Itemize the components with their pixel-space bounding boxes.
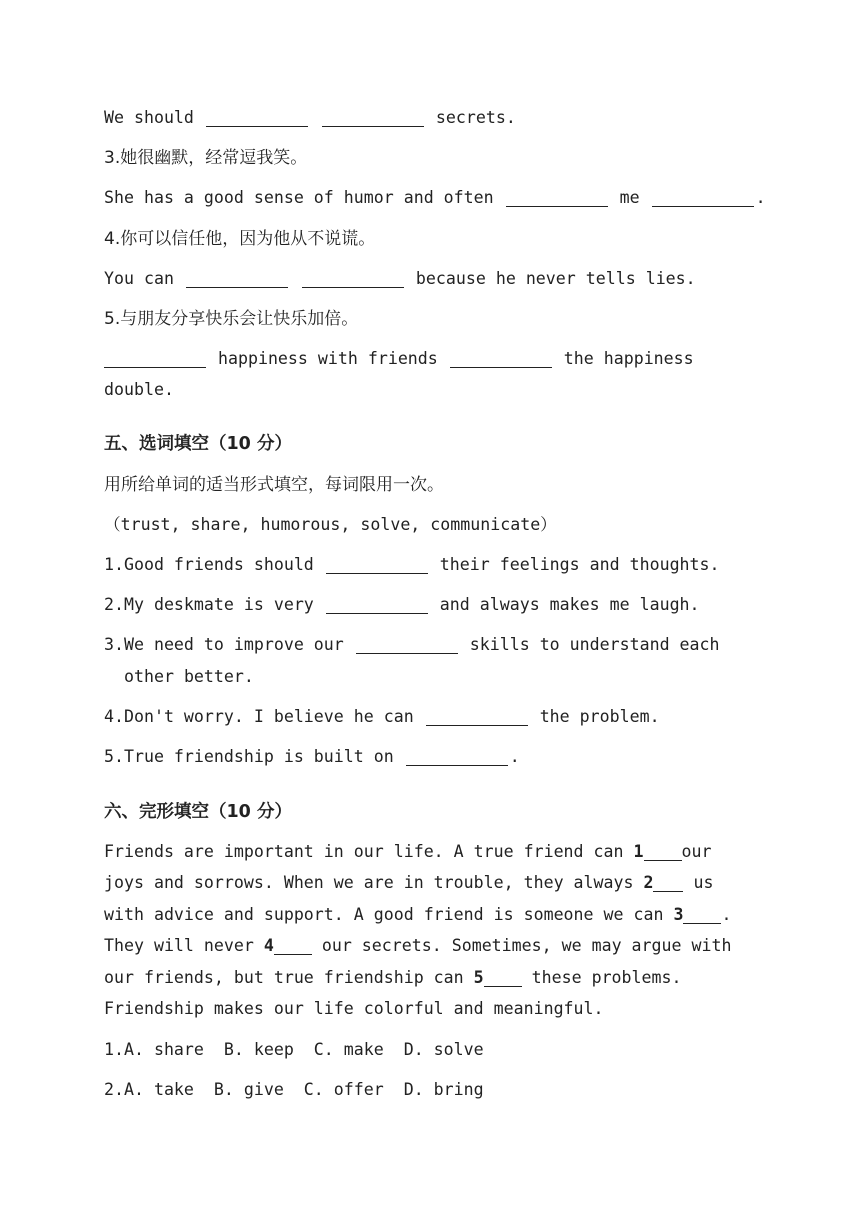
part5-instruction: 用所给单词的适当形式填空，每词限用一次。 [104, 475, 444, 495]
blank-number: 5 [473, 968, 484, 987]
answer-blank[interactable] [644, 842, 682, 861]
part5-item-4 [104, 705, 660, 729]
text: 4.Don't worry. I believe he can [104, 707, 424, 726]
part4-q4-english [104, 267, 696, 291]
part5-item-5 [104, 745, 520, 769]
text: because he never tells lies. [405, 269, 696, 288]
text: their feelings and thoughts. [429, 555, 720, 574]
text: . [755, 188, 766, 207]
section-heading-part5: 五、选词填空（10 分） [104, 434, 292, 454]
options-q2: 2.A. take B. give C. offer D. bring [104, 1080, 484, 1099]
text: with advice and support. A good friend is someone we can [104, 905, 674, 924]
answer-blank[interactable] [326, 595, 428, 614]
part5-item-3 [104, 633, 720, 657]
text: our secrets. Sometimes, we may argue with [311, 936, 732, 955]
answer-blank[interactable] [206, 108, 308, 127]
text: me [609, 188, 650, 207]
text: Friends are important in our life. A true friend can [104, 842, 634, 861]
text: skills to understand each [459, 635, 720, 654]
answer-blank[interactable] [356, 635, 458, 654]
answer-blank[interactable] [484, 968, 522, 987]
blank-number: 2 [643, 873, 654, 892]
answer-blank[interactable] [274, 936, 312, 955]
passage-line-1 [104, 840, 711, 864]
answer-blank[interactable] [652, 188, 754, 207]
answer-blank[interactable] [302, 269, 404, 288]
part4-q2-english [104, 106, 516, 130]
text: You can [104, 269, 184, 288]
text: happiness with friends [208, 349, 448, 368]
answer-blank[interactable] [426, 707, 528, 726]
answer-blank[interactable] [506, 188, 608, 207]
text: They will never [104, 936, 264, 955]
text: 2.My deskmate is very [104, 595, 324, 614]
text: our [681, 842, 712, 861]
passage-line-2 [104, 871, 713, 895]
answer-blank[interactable] [326, 555, 428, 574]
text: . [721, 905, 732, 924]
part5-item-3-continuation: other better. [124, 667, 254, 686]
text: us [683, 873, 714, 892]
text: and always makes me laugh. [429, 595, 700, 614]
text: . [509, 747, 520, 766]
text: We should [104, 108, 204, 127]
passage-line-4 [104, 934, 731, 958]
section-heading-part6: 六、完形填空（10 分） [104, 802, 292, 822]
answer-blank[interactable] [683, 905, 721, 924]
answer-blank[interactable] [653, 873, 683, 892]
answer-blank[interactable] [104, 349, 206, 368]
passage-line-3 [104, 903, 731, 927]
part4-q5-chinese: 5.与朋友分享快乐会让快乐加倍。 [104, 309, 359, 329]
answer-blank[interactable] [322, 108, 424, 127]
part4-q4-chinese: 4.你可以信任他，因为他从不说谎。 [104, 229, 376, 249]
part5-item-2 [104, 593, 700, 617]
answer-blank[interactable] [186, 269, 288, 288]
blank-number: 4 [263, 936, 274, 955]
passage-line-6: Friendship makes our life colorful and meaningful. [104, 999, 604, 1018]
text: our friends, but true friendship can [104, 968, 474, 987]
word-bank: （trust, share, humorous, solve, communicate） [104, 515, 557, 534]
part5-item-1 [104, 553, 720, 577]
text: the happiness [553, 349, 694, 368]
part4-q5-english [104, 347, 694, 371]
options-q1: 1.A. share B. keep C. make D. solve [104, 1040, 484, 1059]
blank-number: 3 [673, 905, 684, 924]
part4-q3-english [104, 186, 766, 210]
text: 3.We need to improve our [104, 635, 354, 654]
answer-blank[interactable] [450, 349, 552, 368]
text: these problems. [521, 968, 682, 987]
part4-q5-continuation: double. [104, 380, 174, 399]
text: secrets. [425, 108, 516, 127]
part4-q3-chinese: 3.她很幽默，经常逗我笑。 [104, 148, 308, 168]
text: 5.True friendship is built on [104, 747, 404, 766]
text: the problem. [529, 707, 660, 726]
text: joys and sorrows. When we are in trouble, they always [104, 873, 644, 892]
answer-blank[interactable] [406, 747, 508, 766]
blank-number: 1 [633, 842, 644, 861]
text: 1.Good friends should [104, 555, 324, 574]
passage-line-5 [104, 966, 682, 990]
text: She has a good sense of humor and often [104, 188, 504, 207]
